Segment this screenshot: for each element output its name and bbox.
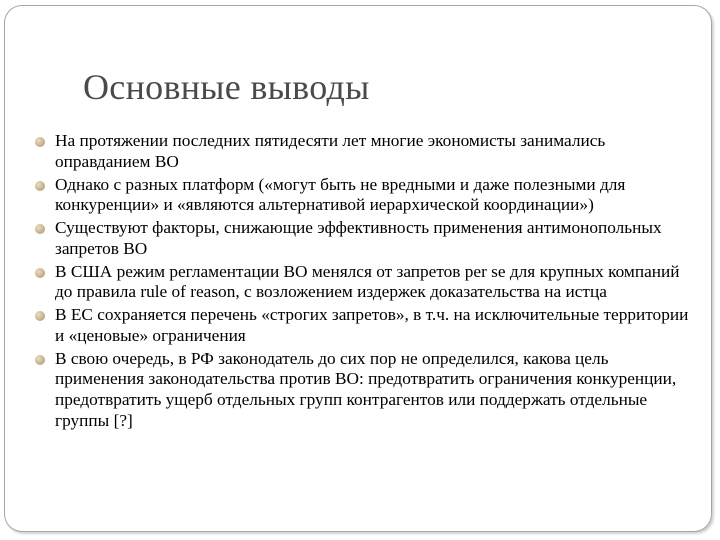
bullet-text: В ЕС сохраняется перечень «строгих запретов», в т.ч. на исключительные территории и «ценовые» ограничения: [55, 305, 689, 345]
bullet-text: В свою очередь, в РФ законодатель до сих пор не определился, какова цель применения законодательства против ВО: предотвратить ограничения конкуренции, предотвратить ущерб отдельных групп контрагентов или поддержать отдельные группы [?]: [55, 348, 677, 430]
bullet-item: [35, 305, 695, 346]
bullet-dot-icon: [35, 224, 45, 234]
bullet-text: На протяжении последних пятидесяти лет многие экономисты занимались оправданием ВО: [55, 131, 606, 171]
bullet-dot-icon: [35, 311, 45, 321]
bullet-item: [35, 131, 695, 172]
bullet-dot-icon: [35, 137, 45, 147]
bullet-item: [35, 349, 695, 431]
bullet-dot-icon: [35, 355, 45, 365]
bullet-text: Существуют факторы, снижающие эффективность применения антимонопольных запретов ВО: [55, 218, 662, 258]
bullet-list: [35, 131, 695, 434]
bullet-item: [35, 262, 695, 303]
bullet-item: [35, 175, 695, 216]
bullet-text: В США режим регламентации ВО менялся от запретов per se для крупных компаний до правила rule of reason, с возложением издержек доказательства на истца: [55, 261, 680, 302]
slide-title: Основные выводы: [83, 67, 370, 107]
bullet-dot-icon: [35, 268, 45, 278]
bullet-dot-icon: [35, 181, 45, 191]
bullet-text: Однако с разных платформ («могут быть не вредными и даже полезными для конкуренции» и «являются альтернативой иерархической координации»): [55, 174, 626, 215]
slide: [4, 5, 712, 532]
bullet-item: [35, 218, 695, 259]
